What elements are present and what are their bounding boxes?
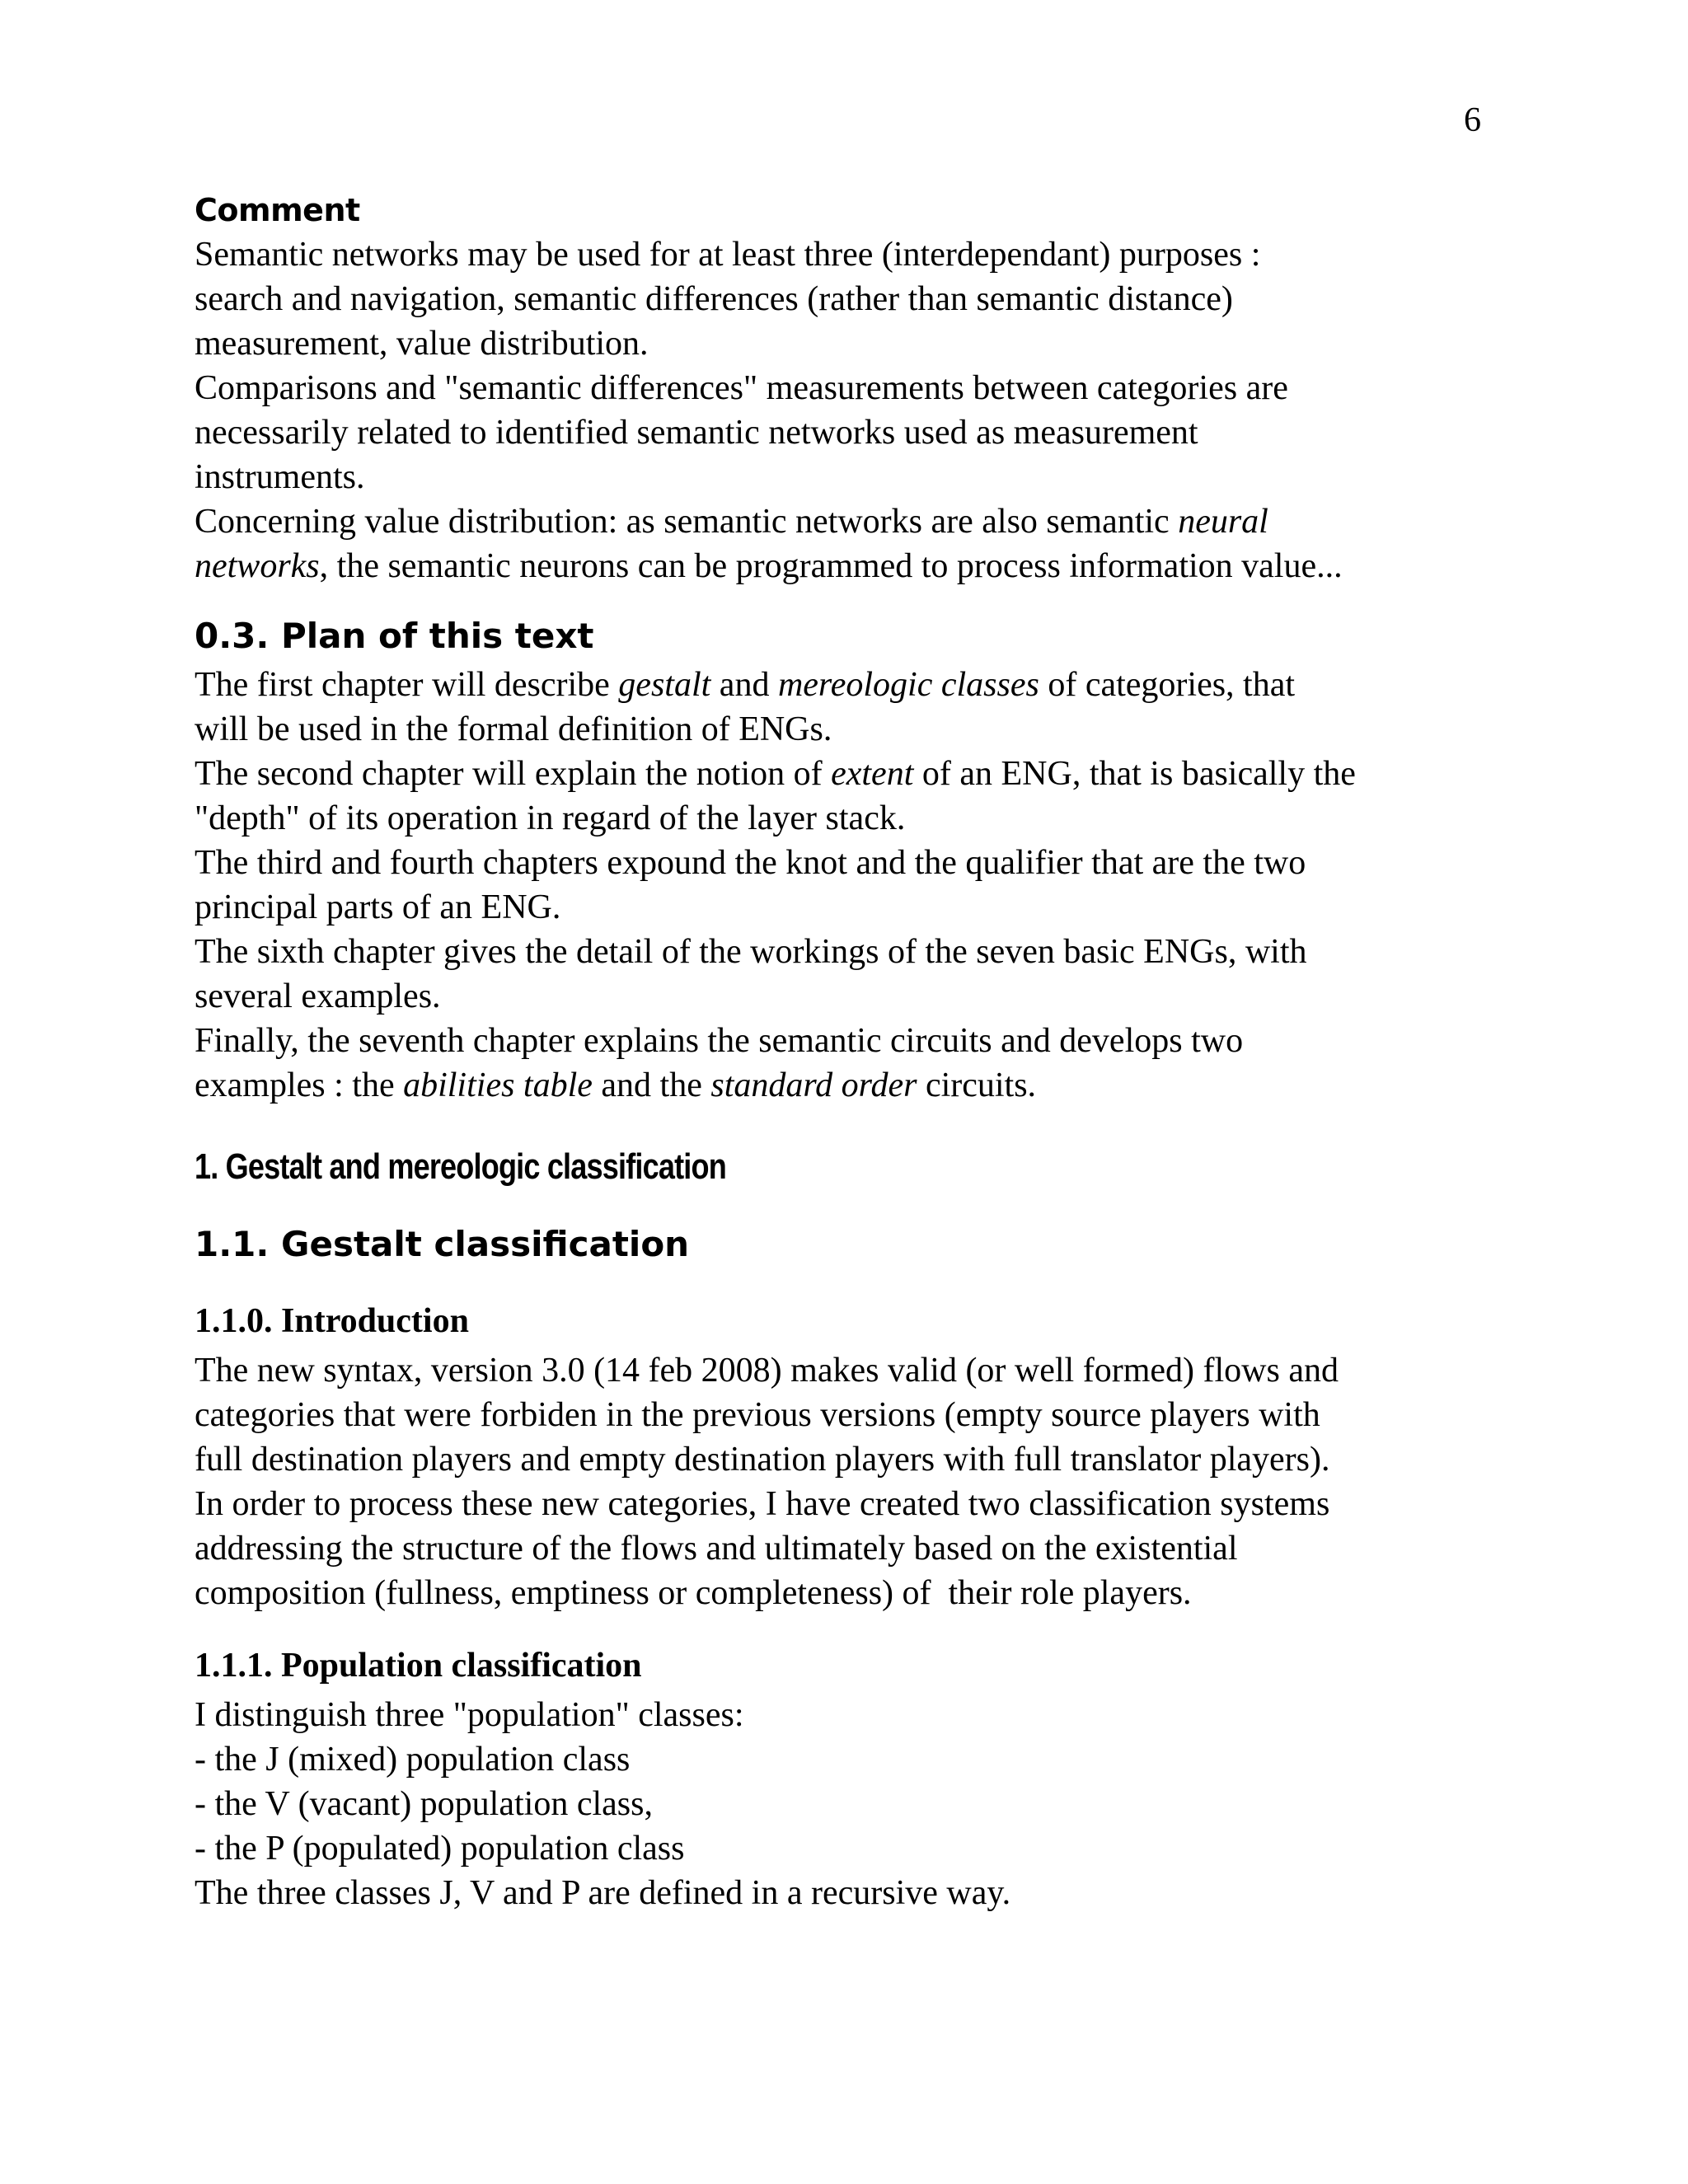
comment-line — [195, 544, 1513, 588]
comment-body — [195, 232, 1513, 588]
italic-term: neural — [1178, 503, 1268, 541]
section-heading: 1.1. Gestalt classification — [195, 1224, 690, 1264]
population-line: I distinguish three "population" classes: — [195, 1696, 744, 1734]
intro-body — [195, 1348, 1513, 1615]
intro-line: full destination players and empty destination players with full translator players). — [195, 1441, 1330, 1479]
comment-line: Semantic networks may be used for at least three (interdependant) purposes : — [195, 236, 1261, 274]
subsection-heading: 1.1.0. Introduction — [195, 1302, 469, 1340]
subsection-heading: 1.1.1. Population classification — [195, 1647, 642, 1685]
text-run: Concerning value distribution: as semantic networks are also semantic — [195, 503, 1179, 541]
population-body — [195, 1693, 1513, 1915]
plan-body — [195, 663, 1513, 1108]
text-run: The second chapter will explain the notion of — [195, 755, 832, 793]
plan-line: will be used in the formal definition of ENGs. — [195, 710, 832, 748]
population-list-item: - the J (mixed) population class — [195, 1741, 631, 1779]
comment-line: Comparisons and "semantic differences" measurements between categories are — [195, 369, 1288, 407]
comment-line: measurement, value distribution. — [195, 325, 649, 363]
plan-line — [195, 663, 1513, 707]
comment-heading: Comment — [195, 192, 360, 228]
text-run: circuits. — [917, 1066, 1037, 1104]
chapter-heading: 1. Gestalt and mereologic classification — [195, 1146, 726, 1187]
text-run: of categories, that — [1039, 666, 1296, 704]
page-content — [195, 188, 1513, 1915]
italic-term: abilities table — [403, 1066, 593, 1104]
italic-term: mereologic classes — [777, 666, 1039, 704]
text-run: of an ENG, that is basically the — [913, 755, 1356, 793]
population-list-item: - the V (vacant) population class, — [195, 1785, 653, 1823]
comment-line: instruments. — [195, 458, 365, 496]
plan-heading: 0.3. Plan of this text — [195, 616, 594, 656]
italic-term: extent — [831, 755, 914, 793]
text-run: and the — [592, 1066, 711, 1104]
plan-line: several examples. — [195, 977, 441, 1015]
intro-line: The new syntax, version 3.0 (14 feb 2008) makes valid (or well formed) flows and — [195, 1352, 1339, 1390]
intro-line: addressing the structure of the flows and ultimately based on the existential — [195, 1530, 1238, 1568]
comment-line — [195, 499, 1513, 544]
plan-line: The sixth chapter gives the detail of the workings of the seven basic ENGs, with — [195, 933, 1307, 971]
text-run: and — [710, 666, 778, 704]
plan-line — [195, 1063, 1513, 1108]
page-number: 6 — [1464, 101, 1481, 139]
comment-line: necessarily related to identified semantic networks used as measurement — [195, 414, 1198, 452]
text-run: The first chapter will describe — [195, 666, 619, 704]
plan-line: Finally, the seventh chapter explains the semantic circuits and develops two — [195, 1022, 1244, 1060]
text-run: , the semantic neurons can be programmed to process information value... — [319, 547, 1343, 585]
plan-line: principal parts of an ENG. — [195, 888, 561, 926]
intro-line: In order to process these new categories, I have created two classification systems — [195, 1485, 1330, 1523]
population-line: The three classes J, V and P are defined in a recursive way. — [195, 1874, 1011, 1912]
population-list-item: - the P (populated) population class — [195, 1830, 685, 1868]
plan-line — [195, 752, 1513, 796]
text-run: examples : the — [195, 1066, 404, 1104]
italic-term: networks — [195, 547, 320, 585]
comment-line: search and navigation, semantic differences (rather than semantic distance) — [195, 280, 1233, 318]
intro-line: categories that were forbiden in the previous versions (empty source players with — [195, 1396, 1320, 1434]
italic-term: gestalt — [618, 666, 711, 704]
plan-line: "depth" of its operation in regard of the layer stack. — [195, 799, 906, 837]
plan-line: The third and fourth chapters expound the knot and the qualifier that are the two — [195, 844, 1306, 882]
intro-line: composition (fullness, emptiness or completeness) of their role players. — [195, 1574, 1192, 1612]
italic-term: standard order — [710, 1066, 917, 1104]
